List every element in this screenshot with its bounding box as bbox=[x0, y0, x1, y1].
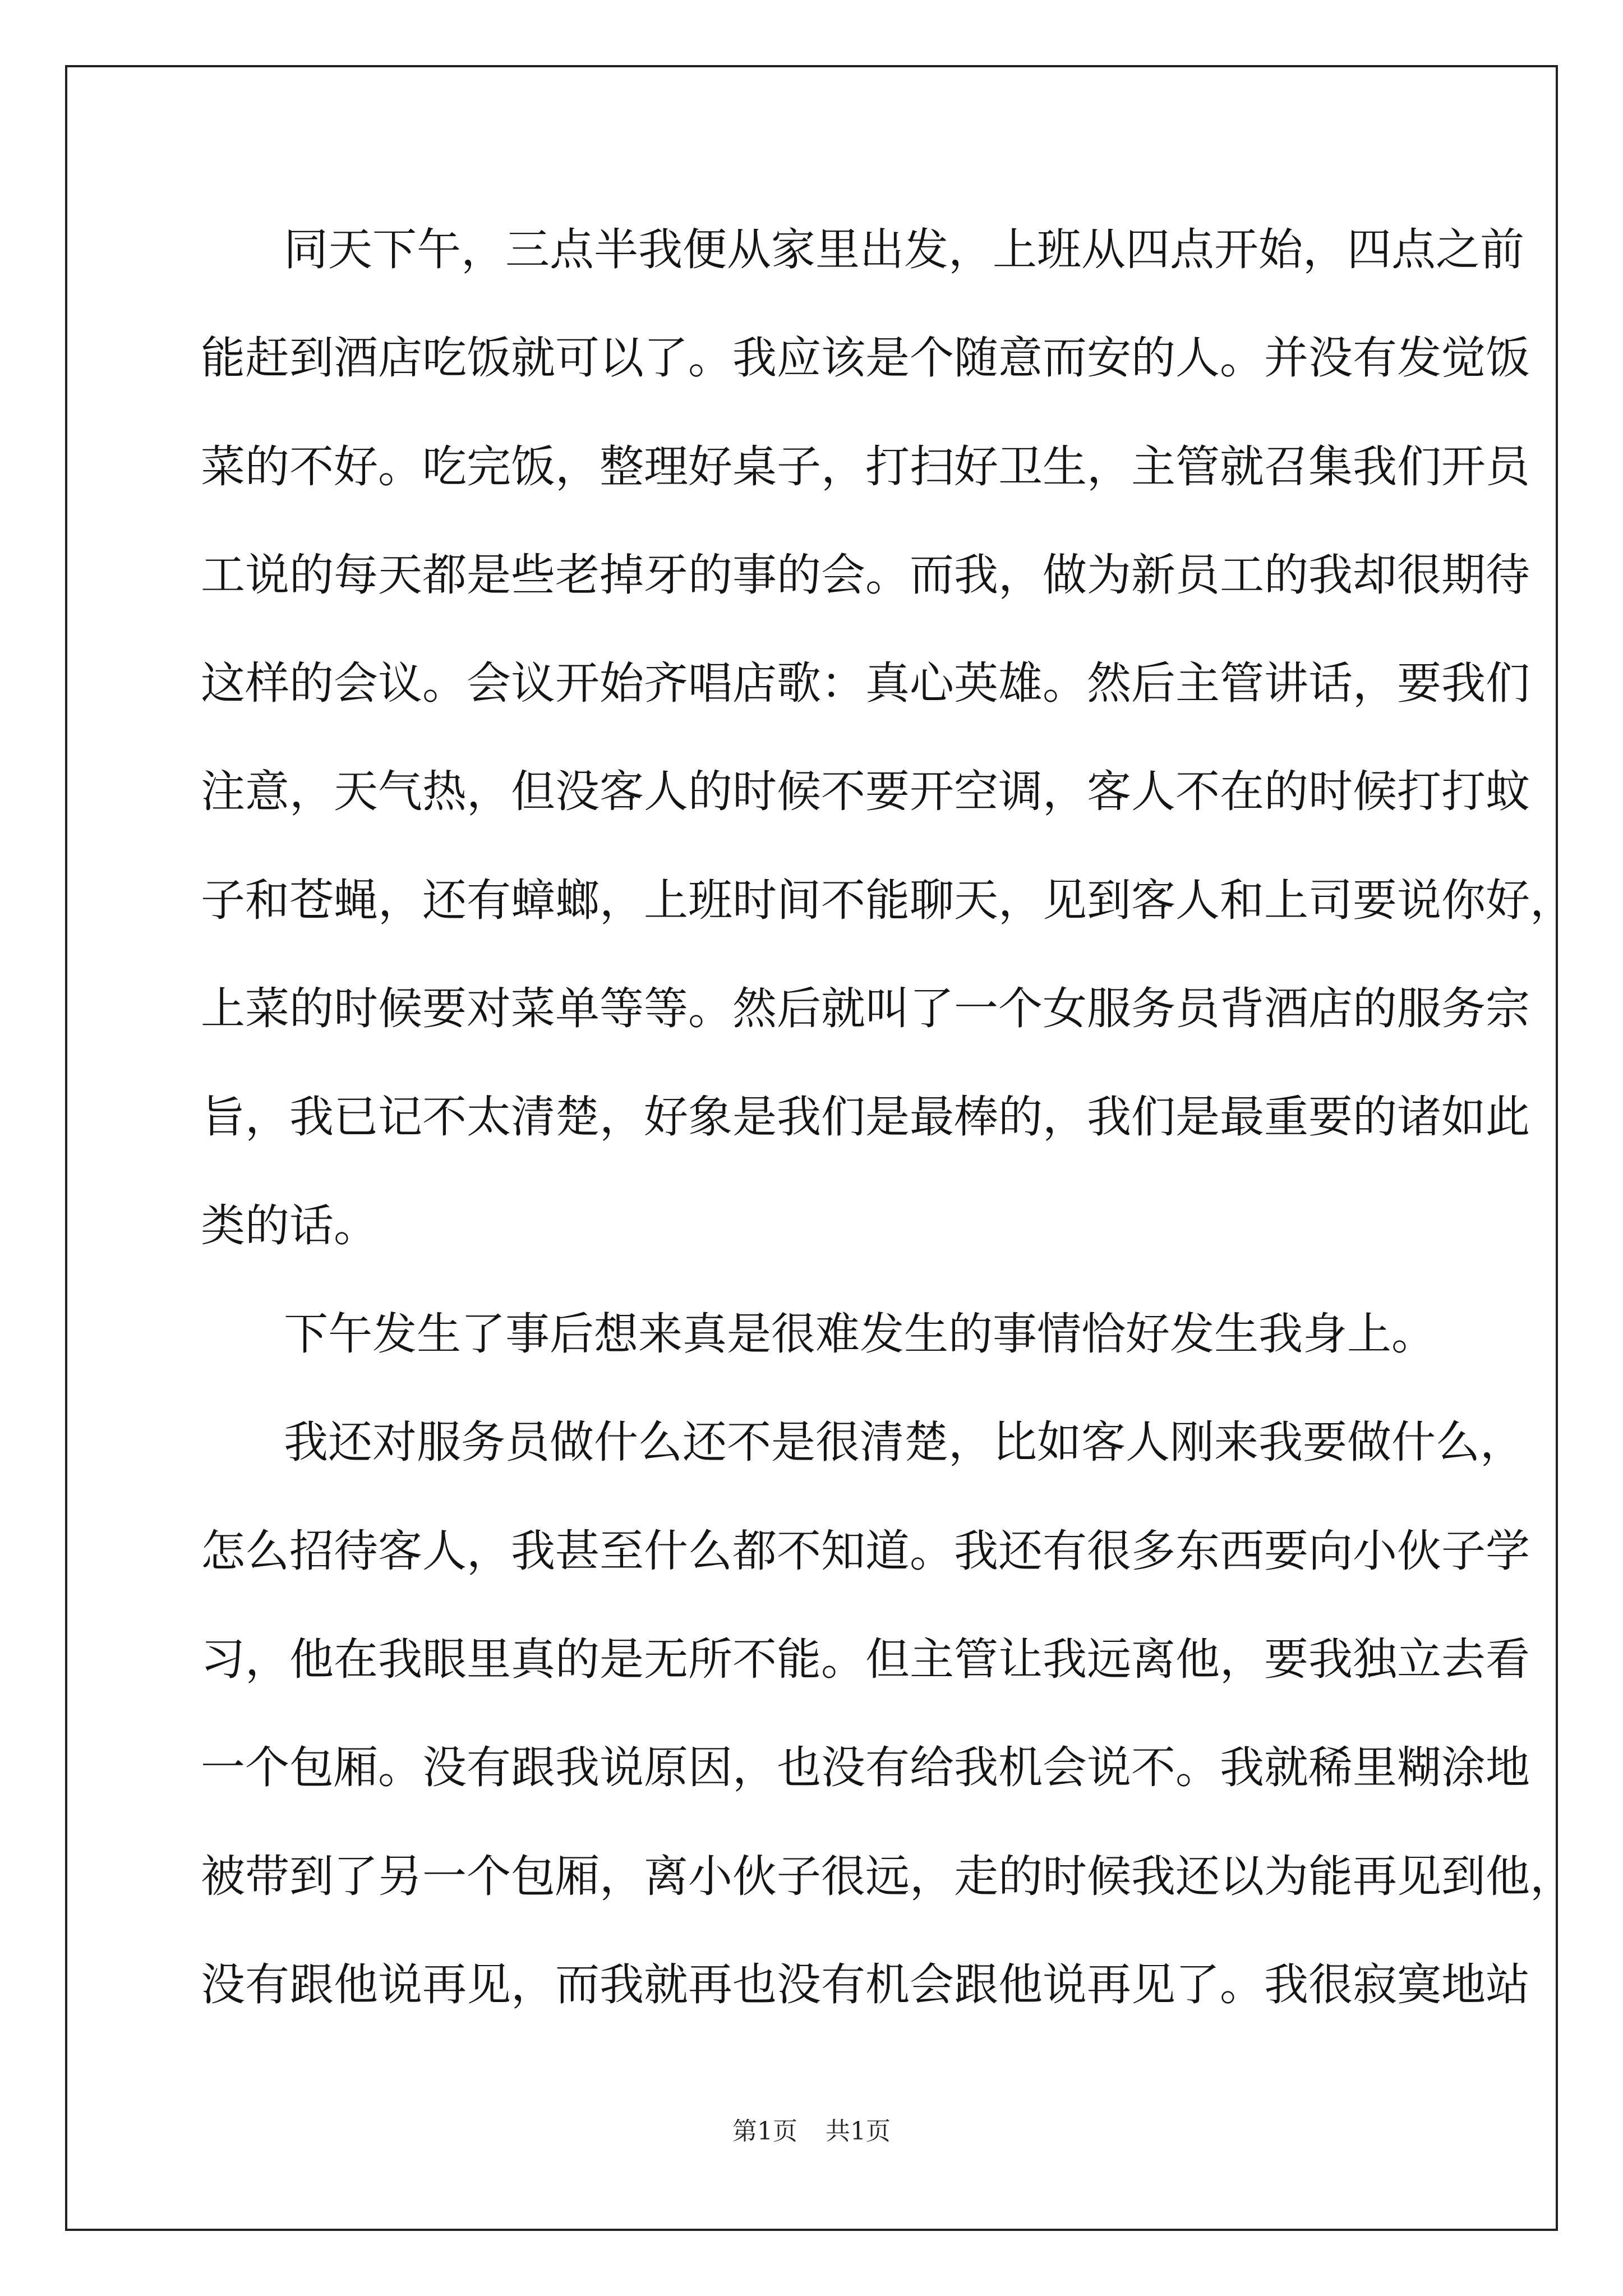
paragraph-line: 下午发生了事后想来真是很难发生的事情恰好发生我身上。 bbox=[284, 1308, 1436, 1360]
page-total: 共1页 bbox=[826, 2117, 891, 2146]
page-border bbox=[65, 65, 1574, 2231]
paragraph-line: 菜的不好。吃完饭，整理好桌子，打扫好卫生，主管就召集我们开员 bbox=[201, 441, 1530, 493]
page-footer bbox=[0, 2115, 1623, 2148]
paragraph-line: 怎么招待客人，我甚至什么都不知道。我还有很多东西要向小伙子学 bbox=[201, 1525, 1530, 1577]
paragraph-line: 子和苍蝇，还有蟑螂，上班时间不能聊天，见到客人和上司要说你好， bbox=[201, 875, 1574, 926]
paragraph-line: 被带到了另一个包厢，离小伙子很远，走的时候我还以为能再见到他， bbox=[201, 1851, 1574, 1902]
paragraph-line: 注意，天气热，但没客人的时候不要开空调，客人不在的时候打打蚊 bbox=[201, 766, 1530, 817]
paragraph-line: 能赶到酒店吃饭就可以了。我应该是个随意而安的人。并没有发觉饭 bbox=[201, 332, 1530, 384]
paragraph-line: 一个包厢。没有跟我说原因，也没有给我机会说不。我就稀里糊涂地 bbox=[201, 1742, 1530, 1793]
paragraph-line: 同天下午，三点半我便从家里出发，上班从四点开始，四点之前 bbox=[284, 224, 1524, 275]
paragraph-line: 我还对服务员做什么还不是很清楚，比如客人刚来我要做什么， bbox=[284, 1416, 1524, 1468]
paragraph-line: 上菜的时候要对菜单等等。然后就叫了一个女服务员背酒店的服务宗 bbox=[201, 983, 1530, 1034]
paragraph-line: 这样的会议。会议开始齐唱店歌：真心英雄。然后主管讲话，要我们 bbox=[201, 657, 1530, 709]
page-number: 第1页 bbox=[732, 2117, 797, 2146]
paragraph-line: 类的话。 bbox=[201, 1200, 378, 1251]
paragraph-line: 没有跟他说再见，而我就再也没有机会跟他说再见了。我很寂寞地站 bbox=[201, 1959, 1530, 2010]
paragraph-line: 旨，我已记不太清楚，好象是我们是最棒的，我们是最重要的诸如此 bbox=[201, 1091, 1530, 1143]
paragraph-line: 工说的每天都是些老掉牙的事的会。而我，做为新员工的我却很期待 bbox=[201, 549, 1530, 601]
paragraph-line: 习，他在我眼里真的是无所不能。但主管让我远离他，要我独立去看 bbox=[201, 1634, 1530, 1685]
